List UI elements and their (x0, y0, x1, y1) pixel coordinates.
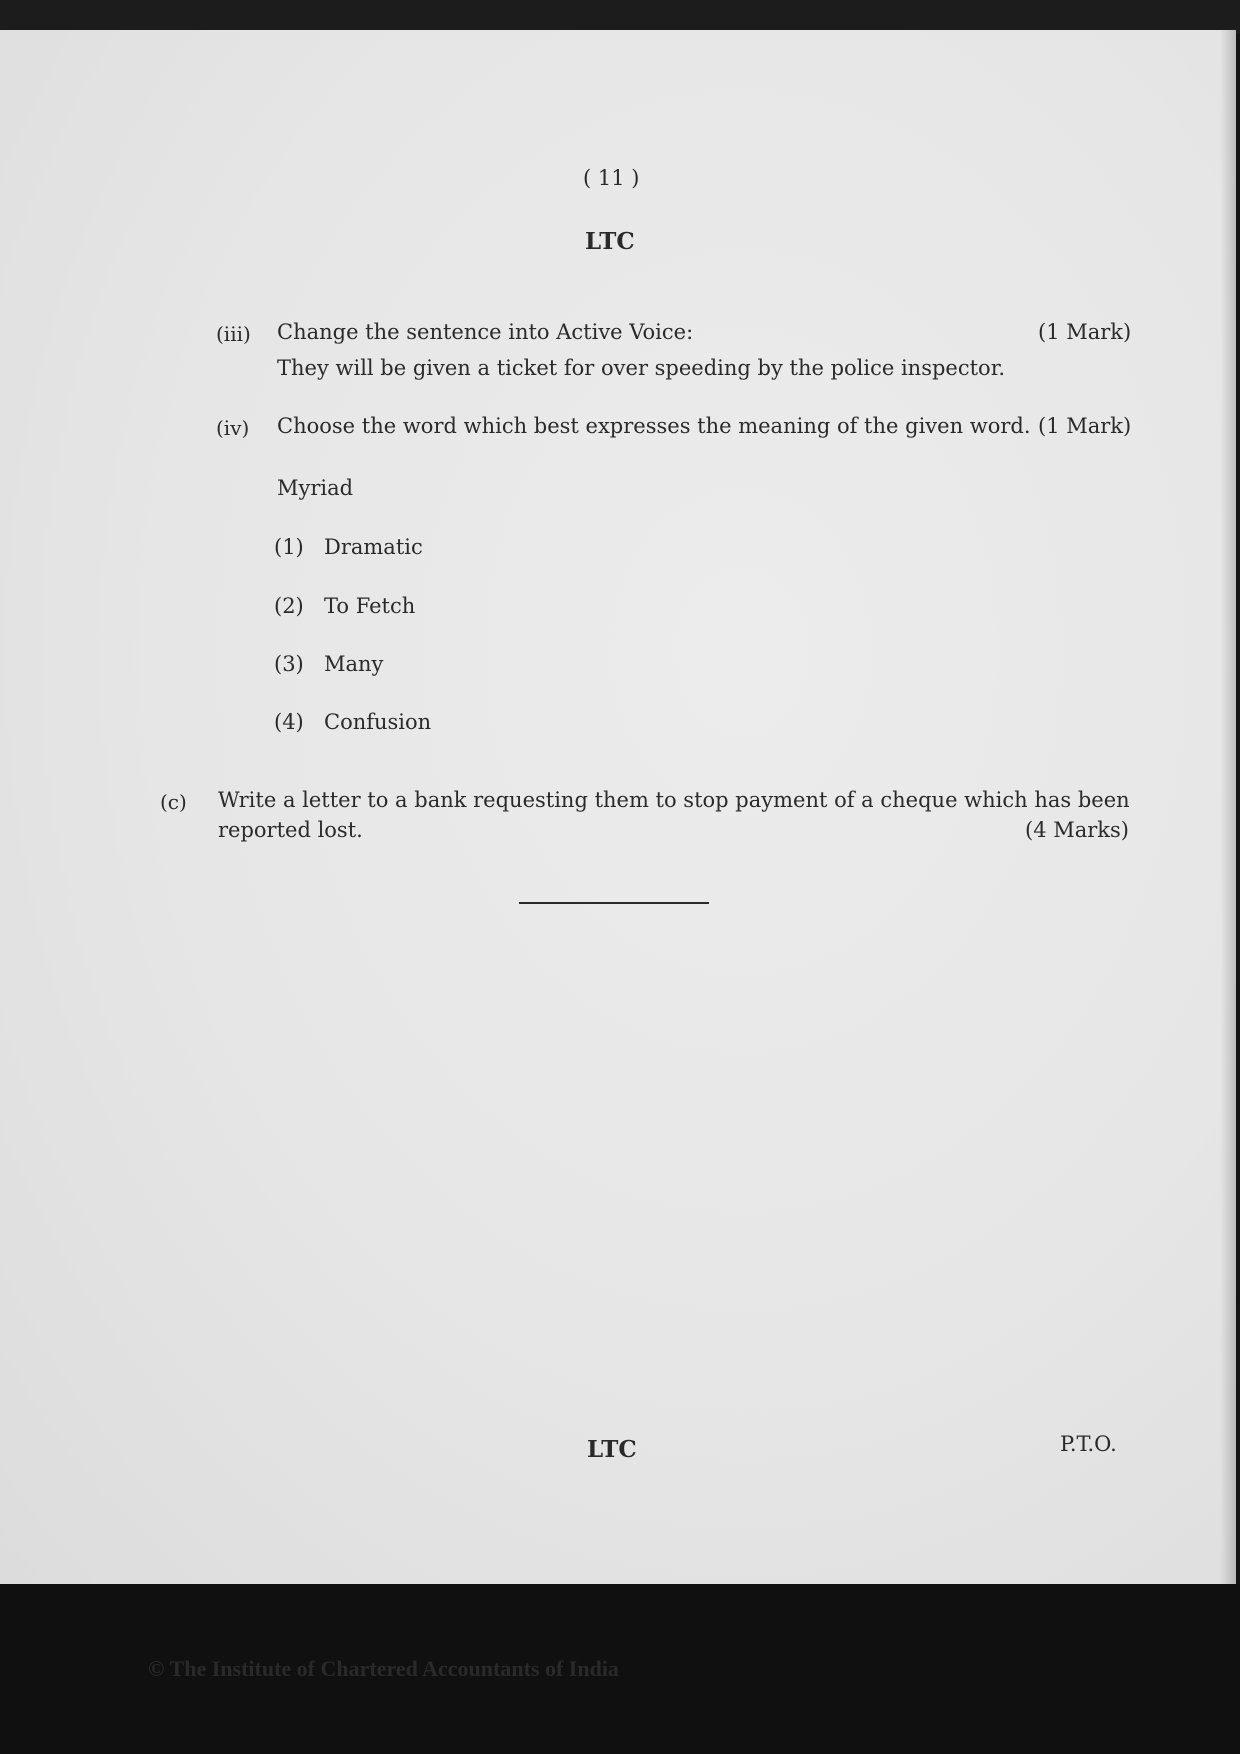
page-edge-shadow (1220, 30, 1236, 1584)
pto-label: P.T.O. (1060, 1432, 1117, 1456)
question-iii-number: (iii) (216, 322, 251, 346)
page-number: ( 11 ) (583, 166, 640, 190)
question-iv-number: (iv) (216, 416, 250, 440)
question-iv-instruction: Choose the word which best expresses the meaning of the given word. (277, 414, 1031, 438)
option-2-number: (2) (274, 594, 304, 618)
part-c-text-line1: Write a letter to a bank requesting them to stop payment of a cheque which has been (218, 788, 1130, 812)
question-iv-word: Myriad (277, 476, 354, 500)
part-c-marks: (4 Marks) (1025, 818, 1129, 842)
question-iv-marks: (1 Mark) (1038, 414, 1132, 438)
question-iii-instruction: Change the sentence into Active Voice: (277, 320, 694, 344)
option-4-text: Confusion (324, 710, 432, 734)
header-paper-code: LTC (585, 228, 635, 255)
option-3-text: Many (324, 652, 384, 676)
question-iii-sentence: They will be given a ticket for over speeding by the police inspector. (277, 356, 1006, 380)
question-iii-marks: (1 Mark) (1038, 320, 1132, 344)
scan-top-edge (0, 0, 1240, 34)
part-c-text-line2: reported lost. (218, 818, 363, 842)
option-3-number: (3) (274, 652, 304, 676)
option-2-text: To Fetch (324, 594, 416, 618)
copyright-watermark: © The Institute of Chartered Accountants of India (148, 1656, 619, 1681)
end-of-section-rule (519, 902, 709, 904)
part-c-number: (c) (160, 790, 187, 814)
option-1-text: Dramatic (324, 535, 423, 559)
footer-paper-code: LTC (587, 1436, 637, 1463)
option-1-number: (1) (274, 535, 304, 559)
option-4-number: (4) (274, 710, 304, 734)
